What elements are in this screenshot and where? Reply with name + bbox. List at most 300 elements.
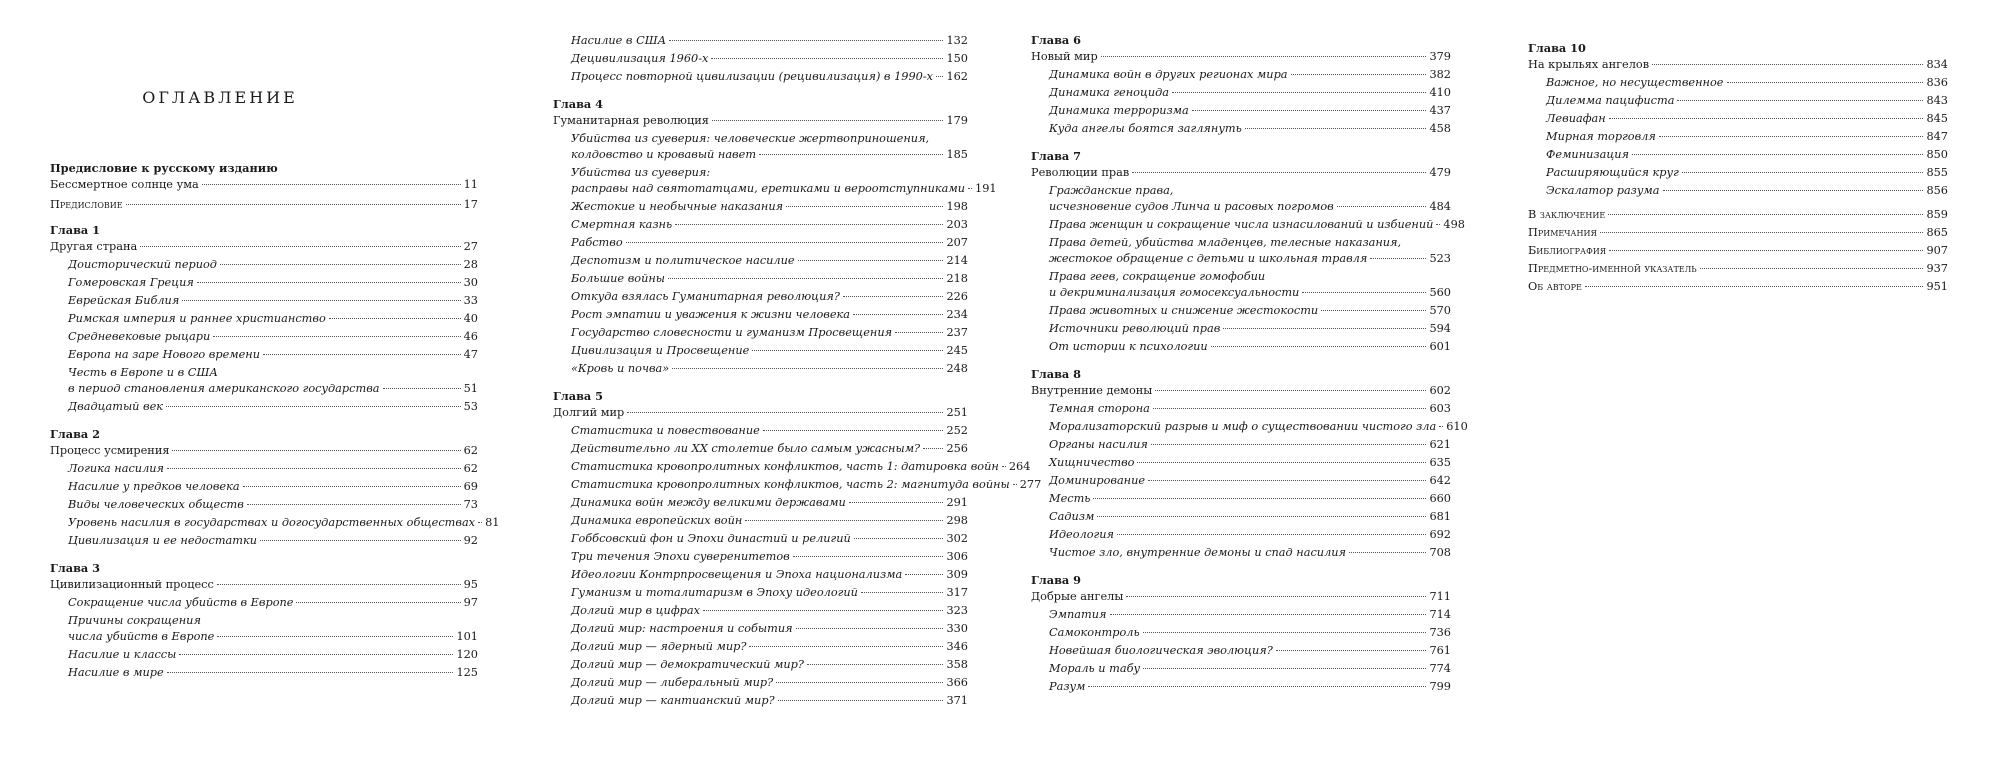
toc-subentry — [1049, 286, 1451, 299]
leader-dots — [1126, 596, 1426, 597]
entry-label: Долгий мир в цифрах — [571, 604, 700, 617]
entry-label: Насилие в мире — [68, 666, 164, 679]
page-number: 951 — [1926, 280, 1948, 293]
leader-dots — [672, 368, 943, 369]
toc-subentry — [1049, 608, 1451, 621]
entry-label: Феминизация — [1546, 148, 1629, 161]
leader-dots — [1682, 172, 1924, 173]
entry-label: Органы насилия — [1049, 438, 1148, 451]
leader-dots — [1155, 390, 1426, 391]
leader-dots — [968, 188, 972, 189]
page-number: 245 — [946, 344, 968, 357]
page-number: 207 — [946, 236, 968, 249]
entry-label: Новейшая биологическая эволюция? — [1049, 644, 1273, 657]
leader-dots — [1370, 258, 1426, 259]
leader-dots — [895, 332, 943, 333]
toc-subentry — [1049, 104, 1451, 117]
leader-dots — [626, 242, 944, 243]
toc-subentry — [1049, 644, 1451, 657]
toc-subentry — [1049, 546, 1451, 559]
toc-subentry — [571, 442, 968, 455]
entry-label: Предисловие — [50, 198, 123, 211]
toc-subentry — [68, 330, 478, 343]
entry-label: Средневековые рыцари — [68, 330, 211, 343]
leader-dots — [776, 682, 943, 683]
entry-label: Куда ангелы боятся заглянуть — [1049, 122, 1242, 135]
page-number: 603 — [1429, 402, 1451, 415]
toc-subentry — [571, 290, 968, 303]
leader-dots — [1148, 480, 1426, 481]
entry-label: Уровень насилия в государствах и догосударственных обществах — [68, 516, 476, 529]
entry-label: Динамика терроризма — [1049, 104, 1189, 117]
entry-label: Рост эмпатии и уважения к жизни человека — [571, 308, 851, 321]
entry-label: Мирная торговля — [1546, 130, 1656, 143]
entry-label: Долгий мир — либеральный мир? — [571, 676, 774, 689]
entry-label: Процесс повторной цивилизации (рецивилизация) в 1990-х — [571, 70, 934, 83]
entry-label: Предметно-именной указатель — [1528, 262, 1697, 275]
toc-entry — [1528, 280, 1948, 293]
toc-subentry — [1049, 402, 1451, 415]
leader-dots — [220, 264, 461, 265]
toc-entry — [553, 406, 968, 419]
page-number: 277 — [1019, 478, 1042, 491]
leader-dots — [778, 700, 944, 701]
page-number: 17 — [463, 198, 478, 211]
leader-dots — [843, 296, 944, 297]
page-number: 366 — [946, 676, 968, 689]
page-number: 594 — [1429, 322, 1451, 335]
page-number: 774 — [1429, 662, 1451, 675]
page-number: 714 — [1429, 608, 1451, 621]
toc-subentry — [1049, 86, 1451, 99]
leader-dots — [1143, 668, 1426, 669]
leader-dots — [1093, 498, 1426, 499]
entry-label: Месть — [1049, 492, 1091, 505]
entry-label: Идеологии Контрпросвещения и Эпоха национализма — [571, 568, 903, 581]
entry-label: Дилемма пацифиста — [1546, 94, 1675, 107]
entry-label: Глава 10 — [1528, 41, 1586, 55]
page-number: 371 — [946, 694, 968, 707]
leader-dots — [213, 336, 460, 337]
page-number: 92 — [463, 534, 478, 547]
chapter-heading — [1031, 150, 1451, 163]
toc-subentry — [571, 532, 968, 545]
leader-dots — [167, 672, 454, 673]
toc-subentry — [1049, 122, 1451, 135]
entry-label: Эскалатор разума — [1546, 184, 1660, 197]
toc-entry — [1528, 226, 1948, 239]
page-number: 437 — [1429, 104, 1451, 117]
leader-dots — [1609, 118, 1924, 119]
entry-label: Библиография — [1528, 244, 1607, 257]
leader-dots — [1153, 408, 1427, 409]
leader-dots — [798, 260, 944, 261]
toc-subentry — [68, 480, 478, 493]
chapter-heading — [1031, 574, 1451, 587]
entry-label: Убийства из суеверия: — [571, 166, 711, 179]
page-number: 101 — [456, 630, 478, 643]
page-number: 570 — [1429, 304, 1451, 317]
page-number: 132 — [946, 34, 968, 47]
toc-subentry — [571, 694, 968, 707]
leader-dots — [1700, 268, 1924, 269]
leader-dots — [383, 388, 461, 389]
page-number: 523 — [1429, 252, 1451, 265]
leader-dots — [1192, 110, 1427, 111]
toc-entry — [50, 578, 478, 591]
entry-label: Долгий мир — [553, 406, 625, 419]
entry-label: числа убийств в Европе — [68, 630, 215, 643]
leader-dots — [126, 204, 461, 205]
page-number: 185 — [946, 148, 968, 161]
page-number: 73 — [463, 498, 478, 511]
toc-subentry — [571, 200, 968, 213]
entry-label: Логика насилия — [68, 462, 165, 475]
page-number: 51 — [463, 382, 478, 395]
entry-label: Еврейская Библия — [68, 294, 180, 307]
leader-dots — [1245, 128, 1427, 129]
page-number: 234 — [946, 308, 968, 321]
page-number: 252 — [946, 424, 968, 437]
toc-subentry — [1049, 626, 1451, 639]
page-number: 198 — [946, 200, 968, 213]
entry-label: Источники революций прав — [1049, 322, 1221, 335]
entry-label: Гоббсовский фон и Эпохи династий и религий — [571, 532, 851, 545]
leader-dots — [140, 246, 460, 247]
leader-dots — [296, 602, 460, 603]
toc-subentry — [1049, 340, 1451, 353]
page-number: 11 — [463, 178, 478, 191]
toc-subentry — [571, 236, 968, 249]
page-number: 309 — [946, 568, 968, 581]
toc-subentry — [571, 362, 968, 375]
entry-label: Цивилизация и ее недостатки — [68, 534, 257, 547]
toc-subentry — [571, 568, 968, 581]
chapter-heading — [1031, 34, 1451, 47]
entry-label: Расширяющийся круг — [1546, 166, 1679, 179]
leader-dots — [905, 574, 943, 575]
chapter-heading — [50, 224, 478, 237]
page-number: 237 — [946, 326, 968, 339]
entry-label: Глава 8 — [1031, 367, 1082, 381]
toc-subentry — [1049, 236, 1451, 249]
page-number: 692 — [1429, 528, 1451, 541]
entry-label: Глава 9 — [1031, 573, 1082, 587]
leader-dots — [1337, 206, 1427, 207]
leader-dots — [786, 206, 943, 207]
page-number: 33 — [463, 294, 478, 307]
entry-label: Глава 1 — [50, 223, 101, 237]
toc-subentry — [571, 182, 997, 195]
entry-label: Насилие в США — [571, 34, 667, 47]
entry-label: Эмпатия — [1049, 608, 1107, 621]
page-number: 256 — [946, 442, 968, 455]
toc-subentry — [571, 52, 968, 65]
entry-label: Важное, но несущественное — [1546, 76, 1724, 89]
toc-subentry — [68, 596, 478, 609]
leader-dots — [1677, 100, 1923, 101]
page-number: 560 — [1429, 286, 1451, 299]
toc-subentry — [68, 666, 478, 679]
leader-dots — [202, 184, 461, 185]
leader-dots — [793, 556, 944, 557]
toc-subentry — [571, 132, 968, 145]
toc-subentry — [1049, 510, 1451, 523]
page-number: 226 — [946, 290, 968, 303]
page-number: 479 — [1429, 166, 1451, 179]
leader-dots — [1088, 686, 1426, 687]
toc-entry — [1031, 384, 1451, 397]
leader-dots — [329, 318, 461, 319]
toc-entry — [50, 198, 478, 211]
page-number: 847 — [1926, 130, 1948, 143]
page-number: 330 — [946, 622, 968, 635]
toc-subentry — [1049, 270, 1451, 283]
toc-subentry — [571, 676, 968, 689]
entry-label: Идеология — [1049, 528, 1114, 541]
page-number: 498 — [1443, 218, 1465, 231]
leader-dots — [478, 522, 482, 523]
page-number: 191 — [975, 182, 997, 195]
entry-label: Разум — [1049, 680, 1086, 693]
page-number: 736 — [1429, 626, 1451, 639]
toc-subentry — [1546, 184, 1948, 197]
entry-label: Цивилизация и Просвещение — [571, 344, 750, 357]
leader-dots — [1291, 74, 1427, 75]
entry-label: Государство словесности и гуманизм Просвещения — [571, 326, 893, 339]
toc-subentry — [68, 348, 478, 361]
entry-label: Предисловие к русскому изданию — [50, 161, 278, 175]
page-number: 120 — [456, 648, 478, 661]
leader-dots — [243, 486, 461, 487]
entry-label: Динамика войн в других регионах мира — [1049, 68, 1288, 81]
entry-label: расправы над святотатцами, еретиками и вероотступниками — [571, 182, 966, 195]
page-number: 621 — [1429, 438, 1451, 451]
leader-dots — [1321, 310, 1426, 311]
entry-label: Долгий мир — демократический мир? — [571, 658, 804, 671]
leader-dots — [260, 540, 461, 541]
chapter-heading — [50, 428, 478, 441]
page-number: 865 — [1926, 226, 1948, 239]
entry-label: Глава 4 — [553, 97, 604, 111]
toc-subentry — [571, 344, 968, 357]
toc-subentry — [571, 586, 968, 599]
page-number: 248 — [946, 362, 968, 375]
leader-dots — [1172, 92, 1426, 93]
entry-label: Римская империя и раннее христианство — [68, 312, 326, 325]
leader-dots — [1302, 292, 1426, 293]
entry-label: Чистое зло, внутренние демоны и спад насилия — [1049, 546, 1347, 559]
page-number: 635 — [1429, 456, 1451, 469]
leader-dots — [217, 636, 453, 637]
toc-subentry — [571, 604, 968, 617]
entry-label: Об авторе — [1528, 280, 1582, 293]
leader-dots — [749, 646, 943, 647]
entry-label: исчезновение судов Линча и расовых погромов — [1049, 200, 1334, 213]
page-number: 28 — [463, 258, 478, 271]
page-number: 937 — [1926, 262, 1948, 275]
page-number: 410 — [1429, 86, 1451, 99]
toc-entry — [1031, 166, 1451, 179]
toc-subentry — [1546, 130, 1948, 143]
toc-subentry — [1049, 322, 1451, 335]
leader-dots — [849, 502, 944, 503]
toc-subentry — [1546, 94, 1948, 107]
entry-label: Гуманизм и тоталитаризм в Эпоху идеологий — [571, 586, 858, 599]
toc-subentry — [571, 478, 1042, 491]
page-number: 859 — [1926, 208, 1948, 221]
entry-label: Долгий мир — ядерный мир? — [571, 640, 747, 653]
entry-label: Откуда взялась Гуманитарная революция? — [571, 290, 840, 303]
entry-label: Революции прав — [1031, 166, 1130, 179]
entry-label: Европа на заре Нового времени — [68, 348, 261, 361]
toc-subentry — [571, 148, 968, 161]
leader-dots — [763, 430, 944, 431]
leader-dots — [1097, 516, 1426, 517]
toc-subentry — [571, 272, 968, 285]
page-number: 298 — [946, 514, 968, 527]
leader-dots — [1276, 650, 1427, 651]
toc-subentry — [1049, 68, 1451, 81]
toc-subentry — [1049, 252, 1451, 265]
page-number: 81 — [485, 516, 500, 529]
leader-dots — [1663, 190, 1924, 191]
leader-dots — [627, 412, 943, 413]
entry-label: Глава 3 — [50, 561, 101, 575]
chapter-heading — [553, 390, 968, 403]
page-number: 203 — [946, 218, 968, 231]
leader-dots — [182, 300, 460, 301]
leader-dots — [853, 314, 943, 315]
leader-dots — [668, 278, 943, 279]
leader-dots — [263, 354, 461, 355]
page-number: 53 — [463, 400, 478, 413]
entry-label: Действительно ли XX столетие было самым ужасным? — [571, 442, 921, 455]
toc-subentry — [571, 460, 1031, 473]
toc-entry — [1528, 244, 1948, 257]
toc-subentry — [68, 258, 478, 271]
toc-subentry — [1049, 680, 1451, 693]
page-number: 845 — [1926, 112, 1948, 125]
toc-subentry — [571, 34, 968, 47]
leader-dots — [1727, 82, 1924, 83]
leader-dots — [217, 584, 461, 585]
toc-subentry — [571, 166, 968, 179]
toc-subentry — [1546, 76, 1948, 89]
entry-label: колдовство и кровавый навет — [571, 148, 757, 161]
leader-dots — [1002, 466, 1006, 467]
entry-label: Гуманитарная революция — [553, 114, 709, 127]
entry-label: Причины сокращения — [68, 614, 201, 627]
page-number: 306 — [946, 550, 968, 563]
toc-subentry — [571, 70, 968, 83]
page-number: 251 — [946, 406, 968, 419]
toc-entry — [1528, 262, 1948, 275]
toc-subentry — [1049, 456, 1451, 469]
entry-label: Долгий мир: настроения и события — [571, 622, 793, 635]
toc-subentry — [68, 462, 478, 475]
leader-dots — [1349, 552, 1426, 553]
leader-dots — [1608, 214, 1923, 215]
toc-subentry — [1049, 304, 1451, 317]
toc-subentry — [571, 308, 968, 321]
leader-dots — [1143, 632, 1427, 633]
toc-subentry — [68, 630, 478, 643]
toc-subentry — [571, 658, 968, 671]
page-number: 302 — [946, 532, 968, 545]
toc-subentry — [68, 294, 478, 307]
leader-dots — [923, 448, 943, 449]
leader-dots — [675, 224, 943, 225]
entry-label: Примечания — [1528, 226, 1597, 239]
toc-subentry — [571, 640, 968, 653]
toc-title: ОГЛАВЛЕНИЕ — [142, 88, 298, 107]
page-number: 458 — [1429, 122, 1451, 135]
entry-label: Долгий мир — кантианский мир? — [571, 694, 775, 707]
page-number: 843 — [1926, 94, 1948, 107]
toc-subentry — [68, 276, 478, 289]
entry-label: Динамика геноцида — [1049, 86, 1170, 99]
entry-label: Децивилизация 1960-х — [571, 52, 709, 65]
page-number: 761 — [1429, 644, 1451, 657]
toc-subentry — [1049, 438, 1451, 451]
entry-label: Статистика кровопролитных конфликтов, часть 2: магнитуда войны — [571, 478, 1010, 491]
toc-subentry — [68, 366, 478, 379]
page-number: 150 — [946, 52, 968, 65]
leader-dots — [936, 76, 943, 77]
chapter-heading — [50, 162, 478, 175]
entry-label: Насилие и классы — [68, 648, 177, 661]
toc-subentry — [1049, 662, 1451, 675]
toc-subentry — [1049, 184, 1451, 197]
leader-dots — [796, 628, 944, 629]
leader-dots — [1132, 172, 1426, 173]
page-number: 379 — [1429, 50, 1451, 63]
leader-dots — [703, 610, 943, 611]
leader-dots — [1659, 136, 1924, 137]
entry-label: Рабство — [571, 236, 623, 249]
page-number: 660 — [1429, 492, 1451, 505]
entry-label: Хищничество — [1049, 456, 1135, 469]
leader-dots — [179, 654, 453, 655]
entry-label: Садизм — [1049, 510, 1095, 523]
page-number: 27 — [463, 240, 478, 253]
page-number: 214 — [946, 254, 968, 267]
entry-label: Самоконтроль — [1049, 626, 1140, 639]
toc-subentry — [1049, 218, 1465, 231]
toc-subentry — [68, 312, 478, 325]
entry-label: Сокращение числа убийств в Европе — [68, 596, 294, 609]
page-number: 850 — [1926, 148, 1948, 161]
entry-label: Доисторический период — [68, 258, 217, 271]
toc-subentry — [1546, 166, 1948, 179]
toc-entry — [50, 444, 478, 457]
entry-label: На крыльях ангелов — [1528, 58, 1650, 71]
entry-label: Виды человеческих обществ — [68, 498, 244, 511]
page-number: 346 — [946, 640, 968, 653]
toc-subentry — [1049, 528, 1451, 541]
page-number: 856 — [1926, 184, 1948, 197]
page-number: 836 — [1926, 76, 1948, 89]
leader-dots — [1117, 534, 1426, 535]
entry-label: «Кровь и почва» — [571, 362, 670, 375]
entry-label: Убийства из суеверия: человеческие жертвоприношения, — [571, 132, 930, 145]
toc-entry — [1031, 590, 1451, 603]
toc-subentry — [68, 534, 478, 547]
entry-label: Статистика и повествование — [571, 424, 760, 437]
entry-label: Левиафан — [1546, 112, 1606, 125]
entry-label: Двадцатый век — [68, 400, 164, 413]
